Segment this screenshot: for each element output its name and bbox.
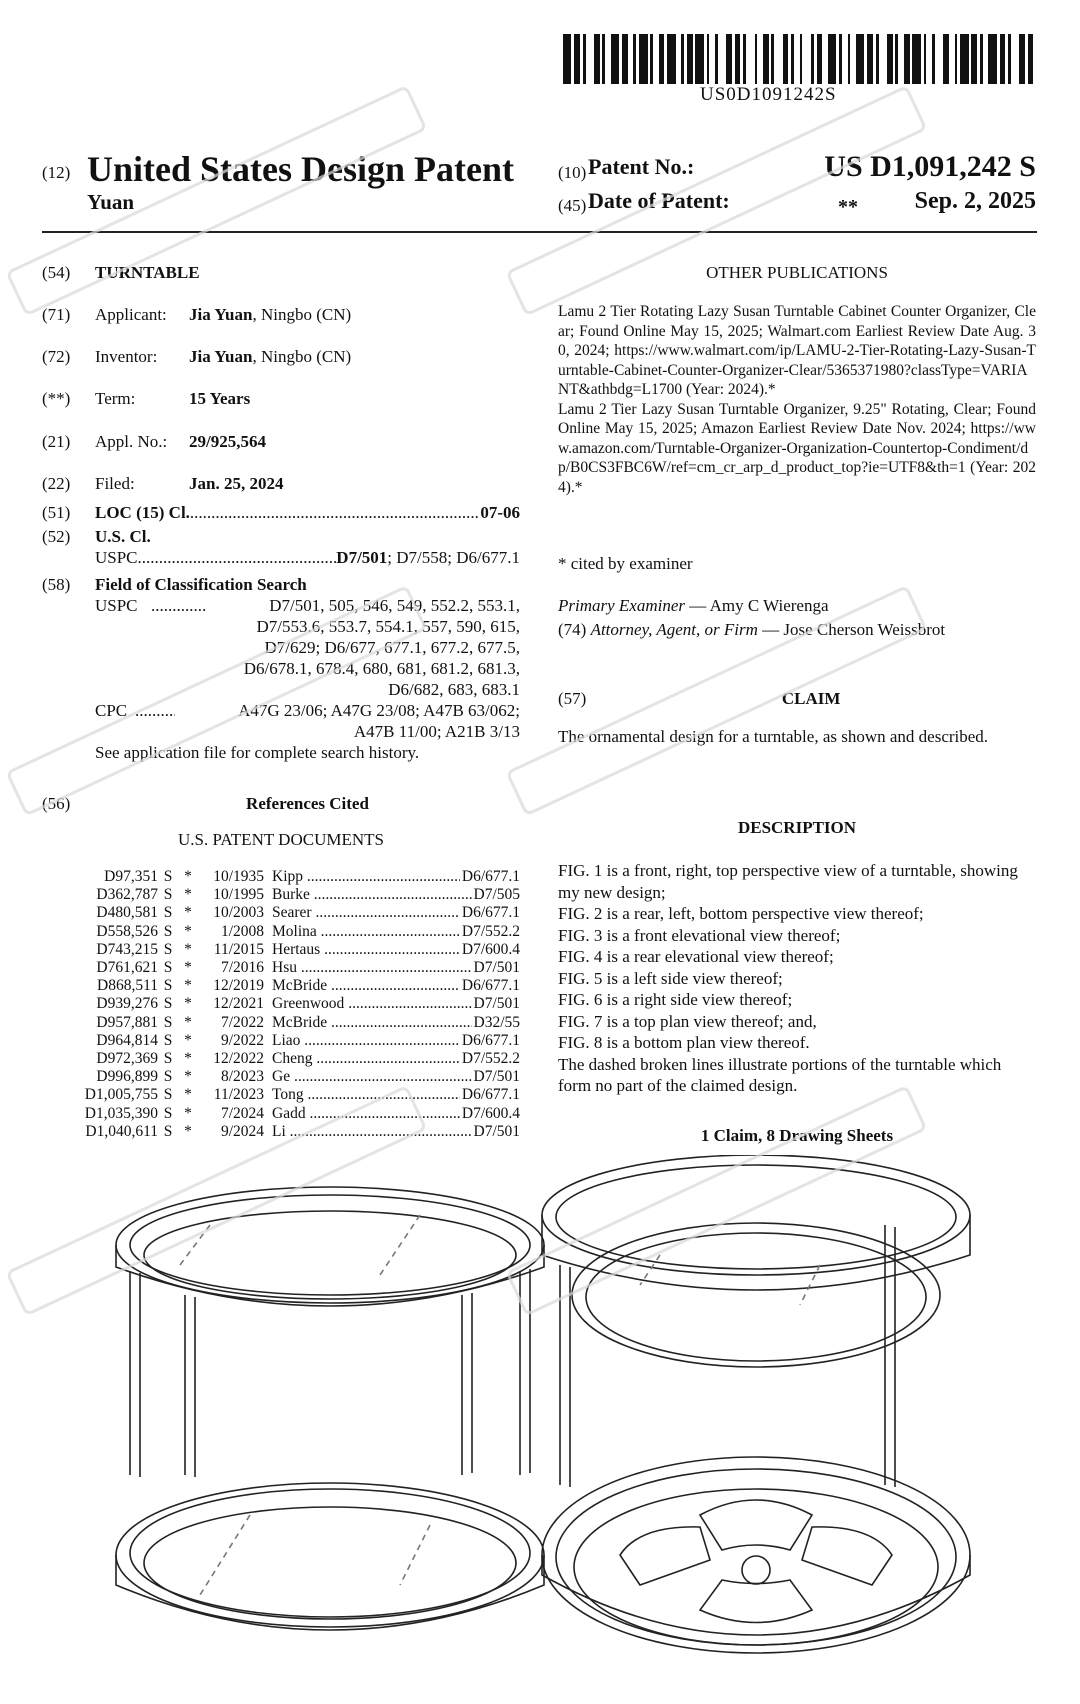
- tag-45: (45): [558, 196, 587, 215]
- reference-cls: D7/501: [473, 995, 520, 1013]
- reference-star: *: [184, 1086, 192, 1104]
- reference-num: D743,215: [96, 940, 158, 958]
- watermark-stamp-4: [507, 587, 925, 815]
- reference-num: D761,621: [96, 959, 158, 977]
- reference-star: *: [184, 1013, 192, 1031]
- reference-star: *: [184, 940, 192, 958]
- reference-kind: S: [163, 1086, 173, 1104]
- primary-examiner: Primary Examiner — Amy C Wierenga: [558, 596, 829, 615]
- reference-star: *: [184, 1031, 192, 1049]
- reference-date: 12/2021: [213, 995, 264, 1013]
- reference-kind: S: [163, 886, 173, 904]
- reference-kind: S: [163, 1104, 173, 1122]
- other-publications-heading: OTHER PUBLICATIONS: [706, 263, 888, 282]
- reference-kind: S: [163, 904, 173, 922]
- tag-12: (12): [42, 163, 71, 182]
- reference-kind: S: [163, 977, 173, 995]
- reference-num: D1,005,755: [84, 1086, 158, 1104]
- reference-name: Tong .....: [272, 1086, 460, 1104]
- reference-date: 11/2015: [213, 940, 264, 958]
- reference-star: *: [184, 868, 192, 885]
- reference-star: *: [184, 904, 192, 922]
- field-54: (54) TURNTABLE: [42, 263, 200, 282]
- reference-kind: S: [163, 959, 173, 977]
- reference-star: *: [184, 1068, 192, 1086]
- reference-cls: D7/552.2: [461, 922, 520, 940]
- tag-10: (10): [558, 163, 587, 182]
- reference-cls: D6/677.1: [461, 904, 520, 922]
- reference-star: *: [184, 977, 192, 995]
- patent-date: Sep. 2, 2025: [914, 188, 1036, 214]
- watermark-stamp-2: [507, 87, 925, 315]
- reference-star: *: [184, 1122, 192, 1140]
- reference-name: Searer .....: [272, 904, 460, 922]
- date-label: Date of Patent:: [588, 188, 730, 213]
- reference-num: D480,581: [96, 904, 158, 922]
- reference-num: D868,511: [97, 977, 158, 995]
- field-56: (56) References Cited U.S. PATENT DOCUMENTS: [42, 793, 520, 850]
- reference-date: 8/2023: [220, 1068, 264, 1086]
- field-71: (71) Applicant: Jia Yuan , Ningbo (CN): [42, 305, 352, 324]
- attorney: (74) Attorney, Agent, or Firm — Jose Cherson Weissbrot: [558, 620, 946, 639]
- patent-number: US D1,091,242 S: [824, 150, 1036, 183]
- reference-name: Hertaus .....: [272, 941, 460, 959]
- reference-name: Burke .....: [272, 886, 472, 904]
- reference-name: Gadd .....: [272, 1105, 460, 1123]
- reference-cls: D6/677.1: [461, 977, 520, 995]
- reference-name: McBride .....: [272, 977, 460, 995]
- reference-num: D964,814: [96, 1031, 158, 1049]
- description-text: FIG. 1 is a front, right, top perspective view of a turntable, showing my new design; FIG. 2 is a rear, left, bottom perspective view thereof; FIG. 3 is a front elevational view thereof; FIG. 4 is a rear elevational view thereof; FIG. 5 is a left side view thereof; FIG. 6 is a right side view thereof; FIG. 7 is a top plan view thereof; and, FIG. 8 is a bottom plan view thereof. The dashed broken lines illustrate portions of the turntable which form no part of the claimed design.: [558, 861, 1018, 1095]
- description-heading: DESCRIPTION: [737, 818, 857, 837]
- field-58: (58) Field of Classification Search USPC ..... D7/501, 505, 546, 549, 552.2, 553.1, D7/553.6, 553.7, 554.1, 557, 590, 615, D7/629; D6/677, 677.1, 677.2, 677.5, D6/678.1, 678.4, 680, 681, 681.2, 681.3, D6/682, 683, 683.1 CPC ..... A47G 23/06; A47G 23/08; A47B 63/062; A47B 11/00; A21B 3/13 See application file for complete search history.: [42, 574, 520, 763]
- reference-cls: D7/501: [473, 959, 520, 977]
- reference-kind: S: [163, 1050, 173, 1068]
- reference-date: 9/2024: [220, 1122, 264, 1140]
- reference-date: 7/2024: [220, 1104, 264, 1122]
- reference-num: D362,787: [96, 886, 158, 904]
- watermark-stamp-3: [7, 587, 425, 815]
- reference-kind: S: [163, 1031, 173, 1049]
- invention-title: TURNTABLE: [95, 263, 200, 282]
- reference-kind: S: [163, 868, 173, 885]
- reference-name: Hsu .....: [272, 959, 472, 977]
- field-52: (52) U.S. Cl. USPC ..... D7/501 ; D7/558; D6/677.1: [42, 526, 520, 568]
- field-51: (51) LOC (15) Cl. ..... 07-06: [42, 502, 520, 523]
- reference-kind: S: [163, 995, 173, 1013]
- reference-kind: S: [163, 1013, 173, 1031]
- claim-heading-row: (57) CLAIM: [558, 688, 1036, 710]
- reference-cls: D7/501: [473, 1122, 520, 1140]
- reference-name: Greenwood .....: [272, 995, 472, 1013]
- reference-date: 10/1995: [213, 886, 264, 904]
- reference-star: *: [184, 1104, 192, 1122]
- reference-star: *: [184, 1050, 192, 1068]
- barcode-number: US0D1091242S: [700, 84, 837, 105]
- patent-number-label: Patent No.:: [588, 154, 695, 179]
- reference-cls: D32/55: [473, 1013, 520, 1031]
- reference-name: Molina .....: [272, 923, 460, 941]
- reference-cls: D7/552.2: [461, 1050, 520, 1068]
- reference-num: D939,276: [96, 995, 158, 1013]
- reference-kind: S: [163, 922, 173, 940]
- field-term: (**) Term: 15 Years: [42, 389, 251, 408]
- field-22: (22) Filed: Jan. 25, 2024: [42, 474, 284, 493]
- reference-cls: D6/677.1: [461, 1086, 520, 1104]
- cited-note: * cited by examiner: [558, 554, 693, 573]
- reference-star: *: [184, 886, 192, 904]
- reference-name: McBride .....: [272, 1014, 472, 1032]
- reference-date: 9/2022: [220, 1031, 264, 1049]
- reference-cls: D6/677.1: [461, 868, 520, 885]
- reference-date: 10/2003: [213, 904, 264, 922]
- claim-heading: CLAIM: [781, 689, 841, 708]
- date-marker: **: [838, 196, 858, 218]
- reference-num: D1,035,390: [84, 1104, 158, 1122]
- reference-num: D972,369: [96, 1050, 158, 1068]
- reference-date: 7/2022: [220, 1013, 264, 1031]
- reference-name: Li .....: [272, 1123, 472, 1141]
- reference-kind: S: [163, 1068, 173, 1086]
- us-patent-docs-heading: U.S. PATENT DOCUMENTS: [178, 830, 384, 849]
- reference-name: Ge .....: [272, 1068, 472, 1086]
- reference-date: 7/2016: [220, 959, 264, 977]
- claims-sheets-count: 1 Claim, 8 Drawing Sheets: [700, 1126, 894, 1145]
- reference-date: 12/2019: [213, 977, 264, 995]
- reference-date: 12/2022: [213, 1050, 264, 1068]
- publication-1: Lamu 2 Tier Rotating Lazy Susan Turntable Cabinet Counter Organizer, Clear; Found Online May 15, 2025; Walmart.com Earliest Review Date Aug. 30, 2024; https://www.walmart.com/ip/LAMU-2-Tier-Rotating-Lazy-Susan-Turntable-Cabinet-Counter-Organizer-Clear/5365371980?classType=VARIANT&athbdg=L1700 (Year: 2024).* Lamu 2 Tier Lazy Susan Turntable Organizer, 9.25" Rotating, Clear; Found Online May 15, 2025; Amazon Earliest Review Date Nov. 2024; https://www.amazon.com/Turntable-Organizer-Organization-Countertop-Condiment/dp/B0CS3FBC6W/ref=cm_cr_arp_d_product_top?ie=UTF8&th=1 (Year: 2024).*: [558, 303, 1036, 496]
- field-72: (72) Inventor: Jia Yuan , Ningbo (CN): [42, 347, 352, 366]
- patent-title: United States Design Patent: [87, 149, 514, 189]
- reference-name: Cheng .....: [272, 1050, 460, 1068]
- reference-num: D957,881: [96, 1013, 158, 1031]
- watermark-stamp-6: [507, 1087, 925, 1315]
- reference-name: Liao .....: [272, 1032, 460, 1050]
- reference-num: D558,526: [96, 922, 158, 940]
- reference-date: 1/2008: [220, 922, 264, 940]
- reference-num: D996,899: [96, 1068, 158, 1086]
- reference-num: D97,351: [104, 868, 158, 885]
- reference-cls: D7/600.4: [461, 940, 520, 958]
- reference-cls: D6/677.1: [461, 1031, 520, 1049]
- inventor-surname: Yuan: [87, 190, 135, 214]
- reference-star: *: [184, 959, 192, 977]
- reference-date: 10/1935: [213, 868, 264, 885]
- reference-cls: D7/600.4: [461, 1104, 520, 1122]
- watermark-stamp-5: [7, 1087, 425, 1315]
- reference-name: Kipp .....: [272, 868, 460, 886]
- claim-text: The ornamental design for a turntable, as shown and described.: [558, 727, 989, 746]
- watermark-stamp-1: [7, 87, 425, 315]
- reference-kind: S: [163, 1122, 173, 1140]
- field-21: (21) Appl. No.: 29/925,564: [42, 432, 266, 451]
- reference-star: *: [184, 922, 192, 940]
- reference-kind: S: [163, 940, 173, 958]
- reference-star: *: [184, 995, 192, 1013]
- reference-num: D1,040,611: [85, 1122, 158, 1140]
- reference-cls: D7/505: [473, 886, 520, 904]
- reference-date: 11/2023: [213, 1086, 264, 1104]
- reference-cls: D7/501: [473, 1068, 520, 1086]
